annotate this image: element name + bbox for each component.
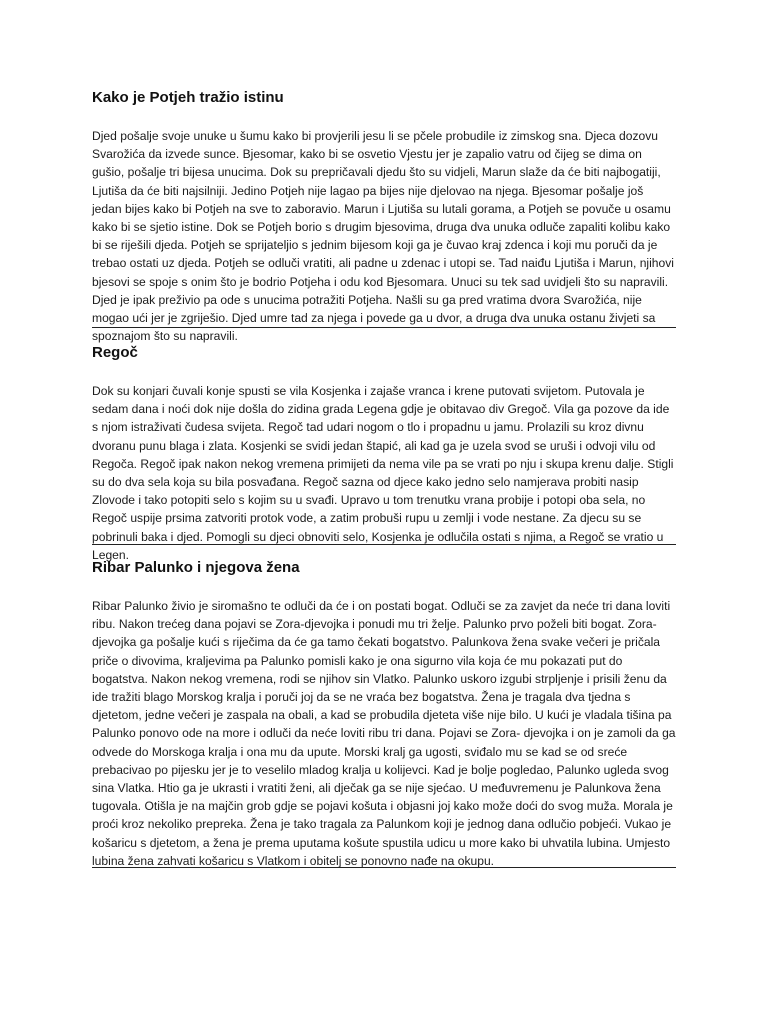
- story-section-palunko: [92, 558, 676, 870]
- section-divider: [92, 867, 676, 868]
- story-section-regoc: [92, 343, 676, 564]
- section-divider: [92, 544, 676, 545]
- section-title: Kako je Potjeh tražio istinu: [92, 89, 284, 106]
- section-body: Ribar Palunko živio je siromašno te odluči da će i on postati bogat. Odluči se za zavjet da neće tri dana loviti ribu. Nakon trećeg dana pojavi se Zora-djevojka i ponudi mu tri želje. Palunko prvo poželi biti bogat. Zora- djevojka ga pošalje kući s riječima da će ga tamo čekati bogatstvo. Palunkova žena svake večeri je pričala priče o divovima, kraljevima pa Palunko pomisli kako je ona sigurno vila koja će mu pokazati put do bogatstva. Nakon nekog vremena, rodi se njihov sin Vlatko. Palunko uskoro izgubi strpljenje i prisili ženu da ide tražiti blago Morskog kralja i poruči joj da se ne vraća bez bogatstva. Žena je tragala dva tjedna s djetetom, jedne večeri je zaspala na obali, a kad se probudila djeteta više nije bilo. U kući je vladala tišina pa Palunko ponovo ode na more i odluči da neće loviti ribu tri dana. Pojavi se Zora- djevojka i on je zamoli da ga odvede do Morskoga kralja i ona mu da upute. Morski kralj ga ugosti, sviđalo mu se kad se od sreće prebacivao po pijesku jer je to veselilo mladog kralja u kolijevci. Kad je bolje pogledao, Palunko ugleda svog sina Vlatka. Htio ga je ukrasti i vratiti ženi, ali dječak ga se nije sjećao. U međuvremenu je Palunkova žena tugovala. Otišla je na majčin grob gdje se pojavi košuta i objasni joj kako može doći do svog muža. Morala je proći kroz nekoliko prepreka. Žena je tako tragala za Palunkom koji je jednog dana odlučio pobjeći. Vukao je košaricu s djetetom, a žena je prema uputama košute spustila udicu u more kako bi uhvatila lubina. Umjesto lubina žena zahvati košaricu s Vlatkom i obitelj se ponovno nađe na okupu.: [92, 599, 676, 868]
- section-title: Ribar Palunko i njegova žena: [92, 559, 300, 576]
- section-divider: [92, 327, 676, 328]
- story-section-potjeh: [92, 88, 676, 345]
- section-title: Regoč: [92, 344, 138, 361]
- section-body: Dok su konjari čuvali konje spusti se vila Kosjenka i zajaše vranca i krene putovati svijetom. Putovala je sedam dana i noći dok nije došla do zidina grada Legena gdje je obitavao div Gregoč. Vila ga pozove da ide s njom istraživati čudesa svijeta. Regoč tad udari nogom o tlo i propadnu u jamu. Prolazili su kroz divnu dvoranu punu blaga i zlata. Kosjenki se svidi jedan štapić, ali kad ga je uzela svod se uruši i odvoji vilu od Regoča. Regoč ipak nakon nekog vremena primijeti da nema vile pa se vrati po nju i skupa krenu dalje. Stigli su do dva sela koja su bila posvađana. Regoč sazna od djece kako jedno selo namjerava probiti nasip Zlovode i tako potopiti selo s kojim su u svađi. Upravo u tom trenutku vrana probije i potopi oba sela, no Regoč uspije prsima zatvoriti protok vode, a zatim probuši rupu u zemlji i vode nestane. Za djecu su se pobrinuli baka i djed. Pomogli su djeci obnoviti selo, Kosjenka je odlučila ostati s njima, a Regoč se vratio u Legen.: [92, 384, 674, 562]
- section-body: Djed pošalje svoje unuke u šumu kako bi provjerili jesu li se pčele probudile iz zimskog sna. Djeca dozovu Svarožića da izvede sunce. Bjesomar, kako bi se osvetio Vjestu jer je zapalio vatru od čijeg se dima on gušio, pošalje tri bijesa unucima. Dok su prepričavali djedu što su vidjeli, Marun slaže da će biti najbogatiji, Ljutiša da će biti najsilniji. Jedino Potjeh nije lagao pa bijes nije djelovao na njega. Bjesomar pošalje još jedan bijes kako bi Potjeh na sve to zaboravio. Marun i Ljutiša su lutali gorama, a Potjeh se povuče u osamu kako bi se sjetio istine. Dok se Potjeh borio s drugim bjesovima, druga dva unuka odluče zapaliti kolibu kako bi se riješili djeda. Potjeh se sprijateljio s jednim bijesom koji ga je čuvao kraj zdenca i koji mu poruči da je trebao ostati uz djeda. Potjeh se odluči vratiti, ali padne u zdenac i utopi se. Tad naiđu Ljutiša i Marun, njihovi bjesovi se spoje s onim što je bodrio Potjeha i odu kod Bjesomara. Unuci su tek sad uvidjeli što su napravili. Djed je ipak preživio pa ode s unucima potražiti Potjeha. Našli su ga pred vratima dvora Svarožića, nije mogao ući jer je zgriješio. Djed umre tad za njega i povede ga u dvor, a druga dva unuka ostanu živjeti sa spoznajom što su napravili.: [92, 129, 674, 344]
